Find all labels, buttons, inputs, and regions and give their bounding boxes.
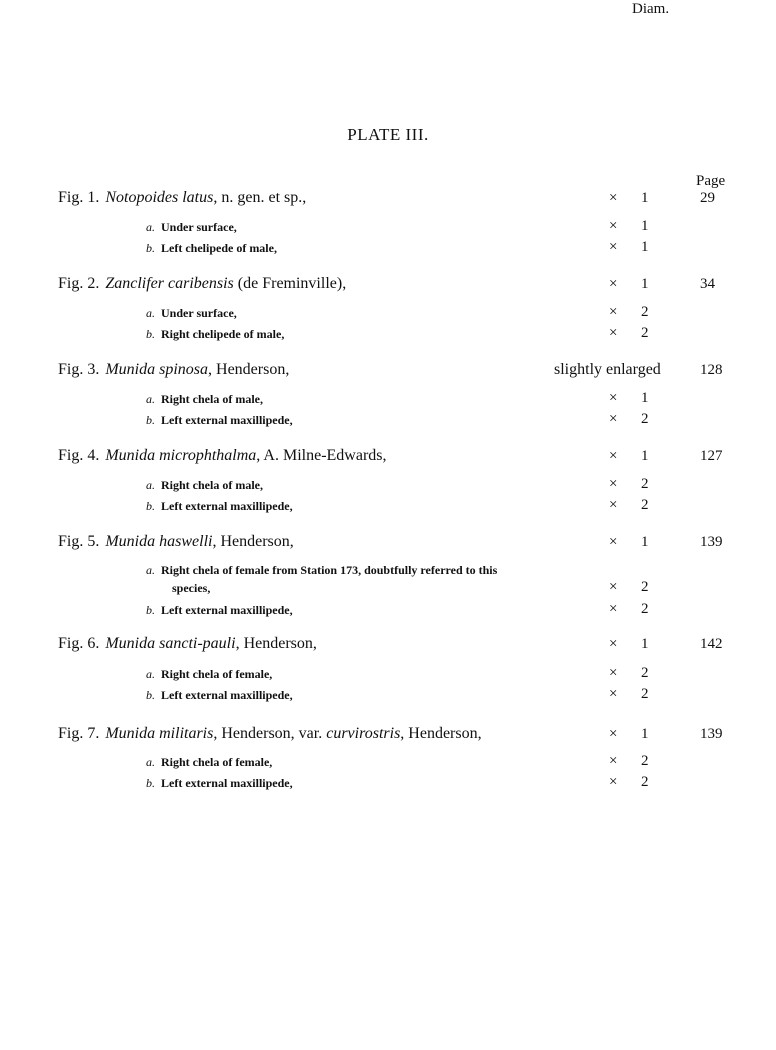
diam-value: 1 — [641, 726, 649, 742]
page-value: 139 — [700, 726, 723, 742]
diam-value: 2 — [641, 601, 649, 617]
sub-label: b. Right chelipede of male, — [146, 327, 285, 341]
times-symbol: × — [609, 448, 618, 464]
sub-row-6a — [0, 664, 776, 686]
times-symbol: × — [609, 218, 618, 234]
times-symbol: × — [609, 665, 618, 681]
diam-value: 1 — [641, 218, 649, 234]
sub-row-4b — [0, 496, 776, 518]
page-value: 139 — [700, 534, 723, 550]
sub-row-5b — [0, 600, 776, 622]
page-column-header: Page — [696, 173, 726, 189]
sub-row-1a — [0, 217, 776, 239]
sub-row-5a-line2 — [0, 578, 776, 600]
diam-value: 1 — [641, 534, 649, 550]
figure-label: Fig. 3. Munida spinosa, Henderson, — [58, 361, 290, 378]
sub-label: a. Right chela of female from Station 173, doubtfully referred to this — [146, 563, 498, 577]
diam-value: 2 — [641, 665, 649, 681]
figure-row-7 — [0, 725, 776, 747]
diam-value: 1 — [641, 448, 649, 464]
figure-label: Fig. 1. Notopoides latus, n. gen. et sp., — [58, 189, 307, 206]
diam-value: 2 — [641, 774, 649, 790]
sub-label: a. Under surface, — [146, 306, 237, 320]
times-symbol: × — [609, 239, 618, 255]
diam-value: 2 — [641, 497, 649, 513]
sub-row-7b — [0, 773, 776, 795]
sub-label: a. Right chela of male, — [146, 392, 263, 406]
diam-value: 2 — [641, 411, 649, 427]
diam-value: 2 — [641, 686, 649, 702]
times-symbol: × — [609, 497, 618, 513]
diam-value: 1 — [641, 276, 649, 292]
sub-label: b. Left external maxillipede, — [146, 603, 293, 617]
diam-value: 1 — [641, 190, 649, 206]
sub-label: b. Left external maxillipede, — [146, 499, 293, 513]
sub-row-4a — [0, 475, 776, 497]
sub-label: a. Right chela of male, — [146, 478, 263, 492]
times-symbol: × — [609, 601, 618, 617]
page-value: 128 — [700, 362, 723, 378]
times-symbol: × — [609, 325, 618, 341]
times-symbol: × — [609, 390, 618, 406]
times-symbol: × — [609, 726, 618, 742]
enlargement-note: slightly enlarged — [554, 361, 661, 378]
sub-row-7a — [0, 752, 776, 774]
sub-row-6b — [0, 685, 776, 707]
diam-value: 2 — [641, 325, 649, 341]
sub-row-1b — [0, 238, 776, 260]
sub-label: a. Under surface, — [146, 220, 237, 234]
figure-row-6 — [0, 635, 776, 657]
figure-label: Fig. 4. Munida microphthalma, A. Milne-Edwards, — [58, 447, 387, 464]
sub-row-2b — [0, 324, 776, 346]
figure-row-2 — [0, 275, 776, 297]
figure-row-4 — [0, 447, 776, 469]
figure-label: Fig. 2. Zanclifer caribensis (de Freminville), — [58, 275, 347, 292]
diam-value: 1 — [641, 636, 649, 652]
page-value: 142 — [700, 636, 723, 652]
diam-value: 1 — [641, 390, 649, 406]
sub-label: a. Right chela of female, — [146, 755, 273, 769]
sub-label: b. Left external maxillipede, — [146, 688, 293, 702]
times-symbol: × — [609, 476, 618, 492]
figure-label: Fig. 5. Munida haswelli, Henderson, — [58, 533, 294, 550]
diam-value: 1 — [641, 239, 649, 255]
sub-row-3a — [0, 389, 776, 411]
times-symbol: × — [609, 686, 618, 702]
figure-label: Fig. 7. Munida militaris, Henderson, var. curvirostris, Henderson, — [58, 725, 482, 742]
sub-label: a. Right chela of female, — [146, 667, 273, 681]
figure-row-5 — [0, 533, 776, 555]
times-symbol: × — [609, 636, 618, 652]
times-symbol: × — [609, 753, 618, 769]
times-symbol: × — [609, 579, 618, 595]
diam-value: 2 — [641, 753, 649, 769]
figure-row-1 — [0, 189, 776, 211]
page-value: 29 — [700, 190, 715, 206]
figure-label: Fig. 6. Munida sancti-pauli, Henderson, — [58, 635, 317, 652]
plate-title: PLATE III. — [347, 125, 429, 144]
times-symbol: × — [609, 276, 618, 292]
sub-row-2a — [0, 303, 776, 325]
diam-value: 2 — [641, 476, 649, 492]
page-value: 127 — [700, 448, 723, 464]
times-symbol: × — [609, 304, 618, 320]
times-symbol: × — [609, 190, 618, 206]
sub-label: b. Left chelipede of male, — [146, 241, 277, 255]
page-value: 34 — [700, 276, 715, 292]
diam-value: 2 — [641, 579, 649, 595]
diam-column-header: Diam. — [632, 1, 670, 17]
sub-label-continuation: species, — [172, 581, 211, 595]
sub-label: b. Left external maxillipede, — [146, 776, 293, 790]
times-symbol: × — [609, 411, 618, 427]
sub-row-3b — [0, 410, 776, 432]
sub-label: b. Left external maxillipede, — [146, 413, 293, 427]
times-symbol: × — [609, 774, 618, 790]
figure-row-3 — [0, 361, 776, 383]
times-symbol: × — [609, 534, 618, 550]
diam-value: 2 — [641, 304, 649, 320]
